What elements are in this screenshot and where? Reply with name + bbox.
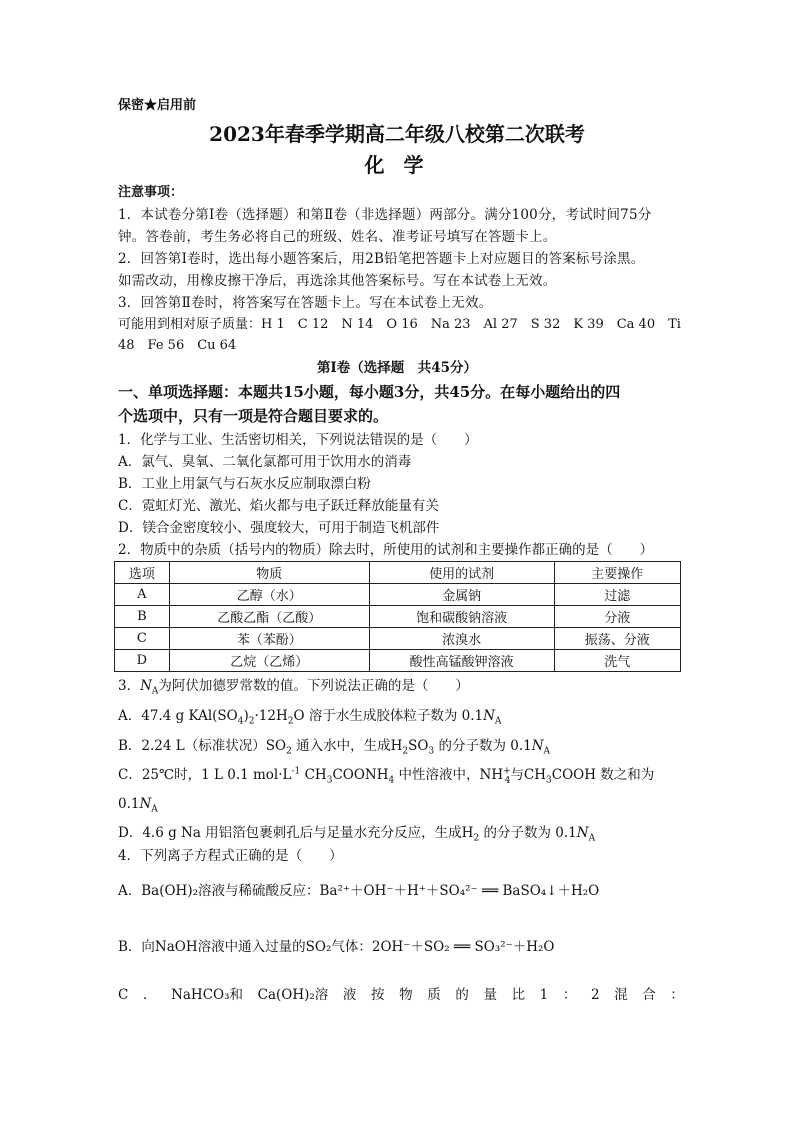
avogadro-sub: A — [543, 746, 551, 757]
q2-table — [114, 561, 681, 672]
notice-line-4: 如需改动，用橡皮擦干净后，再选涂其他答案标号。写在本试卷上无效。 — [118, 273, 557, 289]
q3b-text: 通入水中，生成H — [291, 738, 403, 754]
q3b-text: SO — [408, 738, 429, 754]
q3-stem-text: 为阿伏加德罗常数的值。下列说法正确的是（ ） — [158, 678, 469, 694]
superscript: + — [503, 766, 511, 777]
q3c-text: 与CH — [510, 767, 547, 783]
secret-label: 保密★启用前 — [118, 98, 197, 113]
avogadro-sub: A — [151, 804, 158, 815]
q3-option-a — [118, 706, 501, 726]
q3-number: 3． — [118, 678, 141, 694]
subscript: 4 — [237, 716, 244, 727]
q3a-text: O 溶于水生成胶体粒子数为 0.1 — [293, 708, 484, 724]
subscript: 2 — [248, 716, 255, 727]
subscript: 3 — [326, 775, 333, 786]
q3-option-c — [118, 765, 654, 785]
q4c-char: 液 — [342, 987, 357, 1003]
part1-instruction-1: 一、单项选择题：本题共15小题，每小题3分，共45分。在每小题给出的四 — [118, 383, 621, 401]
notice-line-3: 2．回答第Ⅰ卷时，选出每小题答案后，用2B铅笔把答题卡上对应题目的答案标号涂黑。 — [118, 251, 645, 267]
table-cell: 洗气 — [554, 650, 680, 672]
q3d-text: 的分子数为 0.1 — [479, 825, 577, 841]
q4c-char: 2 — [590, 987, 600, 1003]
notice-line-1: 1．本试卷分第Ⅰ卷（选择题）和第Ⅱ卷（非选择题）两部分。满分100分，考试时间75分 — [118, 207, 652, 223]
q4-option-b: B．向NaOH溶液中通入过量的SO₂气体：2OH⁻＋SO₂ ══ SO₃²⁻＋H₂O — [118, 939, 555, 955]
q2-stem: 2．物质中的杂质（括号内的物质）除去时，所使用的试剂和主要操作都正确的是（ ） — [118, 542, 654, 558]
header-cell: 物质 — [169, 562, 369, 584]
avogadro-symbol: N — [139, 796, 152, 812]
part1-instruction-2: 个选项中，只有一项是符合题目要求的。 — [118, 407, 389, 425]
notice-heading: 注意事项： — [118, 185, 184, 200]
avogadro-symbol: N — [483, 708, 495, 724]
notice-line-5: 3．回答第Ⅱ卷时，将答案写在答题卡上。写在本试卷上无效。 — [118, 295, 493, 311]
q4c-char: 比 — [511, 987, 526, 1003]
table-cell: 乙烷（乙烯） — [169, 650, 369, 672]
table-cell: A — [115, 584, 170, 606]
q4c-char: ． — [142, 987, 157, 1003]
notice-line-2: 钟。答卷前，考生务必将自己的班级、姓名、准考证号填写在答题卡上。 — [118, 229, 557, 245]
subscript: 4 — [504, 775, 511, 786]
avogadro-symbol: N — [576, 825, 589, 841]
avogadro-sub: A — [494, 716, 502, 727]
table-cell: 分液 — [554, 606, 680, 628]
table-cell: 金属钠 — [369, 584, 554, 606]
q3-stem — [118, 676, 469, 696]
table-cell: D — [115, 650, 170, 672]
atomic-mass-line-2: 48 Fe 56 Cu 64 — [118, 338, 237, 353]
q3c-text: COOH 数之和为 — [551, 767, 655, 783]
table-row — [115, 650, 681, 672]
table-cell: C — [115, 628, 170, 650]
q4c-char: Ca(OH)₂溶 — [257, 987, 329, 1003]
superscript: -1 — [291, 766, 301, 777]
q4c-char: ： — [562, 987, 577, 1003]
avogadro-sub: A — [151, 686, 159, 697]
q4c-char: NaHCO₃和 — [171, 987, 244, 1003]
avogadro-sub: A — [588, 833, 596, 844]
header-cell: 使用的试剂 — [369, 562, 554, 584]
q4c-char: 混 — [614, 987, 628, 1003]
table-cell: 苯（苯酚） — [169, 628, 369, 650]
q4c-char: 的 — [455, 987, 469, 1003]
header-cell: 主要操作 — [554, 562, 680, 584]
atomic-mass-line-1: 可能用到相对原子质量：H 1 C 12 N 14 O 16 Na 23 Al 27 S 32 K 39 Ca 40 Ti — [118, 317, 681, 332]
q1-option-c: C．霓虹灯光、激光、焰火都与电子跃迁释放能量有关 — [118, 498, 439, 514]
q3a-text: A．47.4 g KAl(SO — [118, 708, 238, 724]
table-cell: 乙酸乙酯（乙酸） — [169, 606, 369, 628]
q1-option-a: A．氯气、臭氧、二氧化氯都可用于饮用水的消毒 — [118, 454, 412, 470]
q3c-text: 0.1 — [118, 796, 140, 812]
table-cell: 饱和碳酸钠溶液 — [369, 606, 554, 628]
exam-title: 2023年春季学期高二年级八校第二次联考 — [209, 122, 585, 146]
table-header-row — [115, 562, 681, 584]
q1-option-d: D．镁合金密度较小、强度较大，可用于制造飞机部件 — [118, 520, 440, 536]
table-row — [115, 628, 681, 650]
q1-option-b: B．工业上用氯气与石灰水反应制取漂白粉 — [118, 476, 371, 492]
q4c-char: ： — [670, 987, 684, 1003]
q4c-char: 合 — [642, 987, 656, 1003]
q4c-char: C — [118, 987, 129, 1003]
table-cell: 乙醇（水） — [169, 584, 369, 606]
table-cell: B — [115, 606, 170, 628]
subscript: 4 — [388, 775, 395, 786]
q4c-char: 按 — [371, 987, 385, 1003]
q3-option-d — [118, 823, 595, 843]
avogadro-symbol: N — [531, 738, 544, 754]
part1-title: 第Ⅰ卷（选择题 共45分） — [316, 360, 478, 376]
q4c-char: 质 — [427, 987, 441, 1003]
q4c-char: 物 — [399, 987, 413, 1003]
table-cell: 过滤 — [554, 584, 680, 606]
q3c-text: C．25℃时，1 L 0.1 mol·L — [118, 767, 292, 783]
subscript: 2 — [473, 833, 480, 844]
q3a-text: ·12H — [254, 708, 288, 724]
q3-option-b — [118, 736, 550, 756]
q3c-text: CH — [300, 767, 327, 783]
subscript: 3 — [546, 775, 552, 786]
table-cell: 浓溴水 — [369, 628, 554, 650]
q4c-char: 量 — [483, 987, 497, 1003]
table-cell: 振荡、分液 — [554, 628, 680, 650]
q4-option-a: A．Ba(OH)₂溶液与稀硫酸反应：Ba²⁺＋OH⁻＋H⁺＋SO₄²⁻ ══ BaSO₄↓＋H₂O — [118, 883, 600, 899]
q4-stem: 4．下列离子方程式正确的是（ ） — [118, 848, 343, 864]
q3a-text: ) — [243, 708, 249, 724]
q3b-text: 的分子数为 0.1 — [434, 738, 532, 754]
q1-stem: 1．化学与工业、生活密切相关，下列说法错误的是（ ） — [118, 432, 478, 448]
q3c-text: 中性溶液中，NH — [394, 767, 504, 783]
header-cell: 选项 — [115, 562, 170, 584]
table-row — [115, 584, 681, 606]
q3c-text: COONH — [332, 767, 389, 783]
q3d-text: D．4.6 g Na 用铝箔包裹刺孔后与足量水充分反应，生成H — [118, 825, 474, 841]
table-row — [115, 606, 681, 628]
subscript: 2 — [286, 746, 292, 757]
q3b-text: B．2.24 L（标准状况）SO — [118, 738, 287, 754]
subscript: 3 — [428, 746, 435, 757]
q3-option-c-cont — [118, 794, 158, 814]
subject-title: 化 学 — [364, 153, 430, 177]
q4c-char: 1 — [539, 987, 549, 1003]
subscript: 2 — [287, 716, 294, 727]
q4-option-c — [118, 985, 684, 1005]
table-cell: 酸性高锰酸钾溶液 — [369, 650, 554, 672]
avogadro-symbol: N — [140, 678, 152, 694]
subscript: 2 — [402, 746, 409, 757]
